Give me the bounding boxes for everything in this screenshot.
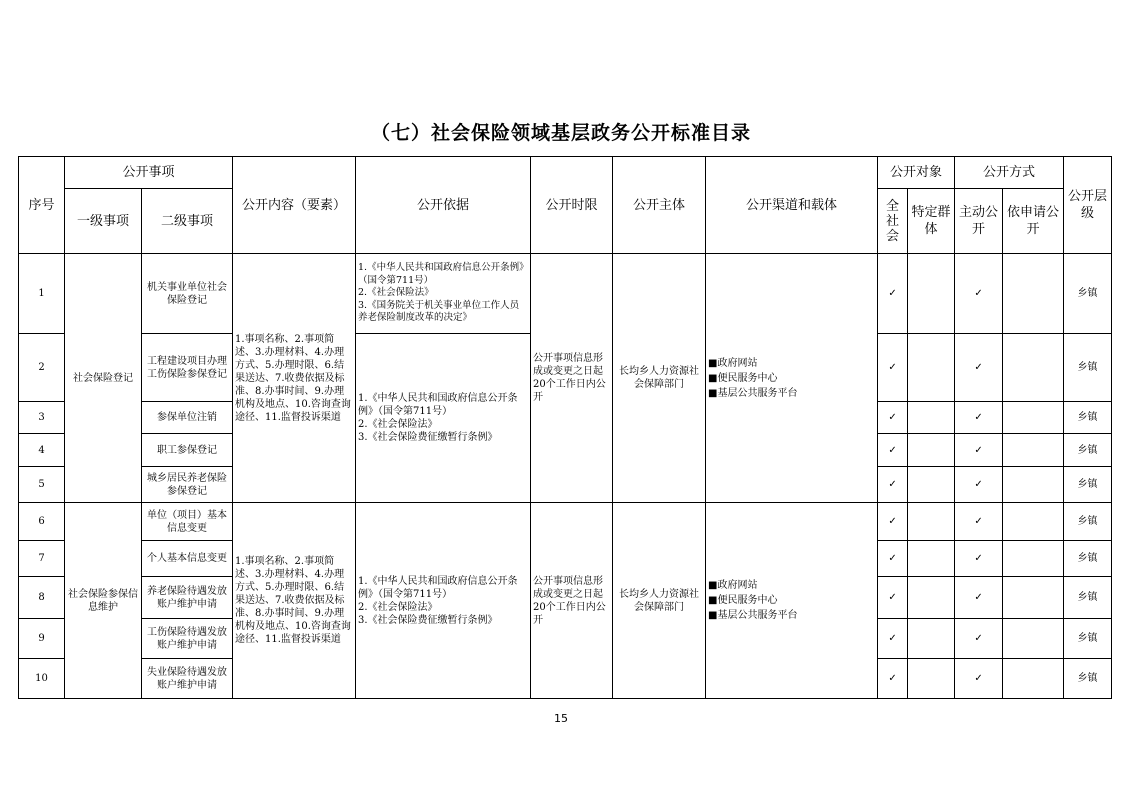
level2-item: 个人基本信息变更 <box>142 541 233 577</box>
check-all: ✓ <box>878 254 908 334</box>
level-cell: 乡镇 <box>1064 503 1112 541</box>
level2-item: 养老保险待遇发放账户维护申请 <box>142 577 233 619</box>
check-specific <box>908 467 955 503</box>
header-obj-all: 全社会 <box>878 189 908 254</box>
basis-line: 2.《社会保险法》 <box>358 601 438 613</box>
check-all: ✓ <box>878 619 908 659</box>
header-matter: 公开事项 <box>65 157 233 189</box>
check-request <box>1003 467 1064 503</box>
check-request <box>1003 577 1064 619</box>
header-object: 公开对象 <box>878 157 955 189</box>
basis-line: 2.《社会保险法》 <box>358 419 438 430</box>
level-cell: 乡镇 <box>1064 467 1112 503</box>
check-request <box>1003 541 1064 577</box>
check-active: ✓ <box>955 402 1003 434</box>
check-active: ✓ <box>955 619 1003 659</box>
header-method-active: 主动公开 <box>955 189 1003 254</box>
check-specific <box>908 434 955 467</box>
check-all: ✓ <box>878 659 908 699</box>
basis-line: 3.《社会保险费征缴暂行条例》 <box>358 432 498 443</box>
catalog-table <box>18 156 1112 699</box>
subject-cell: 长均乡人力资源社会保障部门 <box>613 254 706 503</box>
time-limit: 公开事项信息形成或变更之日起20个工作日内公开 <box>531 254 613 503</box>
level2-item: 参保单位注销 <box>142 402 233 434</box>
level-cell: 乡镇 <box>1064 334 1112 402</box>
check-all: ✓ <box>878 334 908 402</box>
level1-item: 社会保险参保信息维护 <box>65 503 142 699</box>
row-seq: 8 <box>19 577 65 619</box>
check-active: ✓ <box>955 434 1003 467</box>
level1-item: 社会保险登记 <box>65 254 142 503</box>
check-specific <box>908 254 955 334</box>
row-seq: 7 <box>19 541 65 577</box>
level2-item: 职工参保登记 <box>142 434 233 467</box>
check-all: ✓ <box>878 402 908 434</box>
row-seq: 6 <box>19 503 65 541</box>
check-specific <box>908 577 955 619</box>
level-cell: 乡镇 <box>1064 434 1112 467</box>
basis-cell <box>356 334 531 503</box>
basis-line: 2.《社会保险法》 <box>358 287 434 299</box>
level2-item: 城乡居民养老保险参保登记 <box>142 467 233 503</box>
channel-item: ■基层公共服务平台 <box>708 387 798 399</box>
header-channel: 公开渠道和载体 <box>706 157 878 254</box>
check-specific <box>908 402 955 434</box>
check-active: ✓ <box>955 503 1003 541</box>
basis-line: 1.《中华人民共和国政府信息公开条例》（国令第711号） <box>358 575 518 600</box>
level-cell: 乡镇 <box>1064 659 1112 699</box>
channel-cell <box>706 254 878 503</box>
check-request <box>1003 619 1064 659</box>
check-specific <box>908 541 955 577</box>
check-all: ✓ <box>878 541 908 577</box>
level2-item: 机关事业单位社会保险登记 <box>142 254 233 334</box>
check-request <box>1003 434 1064 467</box>
header-method: 公开方式 <box>955 157 1064 189</box>
level2-item: 工程建设项目办理工伤保险参保登记 <box>142 334 233 402</box>
page-number: 15 <box>554 712 568 725</box>
channel-item: ■政府网站 <box>708 357 758 369</box>
level2-item: 工伤保险待遇发放账户维护申请 <box>142 619 233 659</box>
row-seq: 1 <box>19 254 65 334</box>
check-request <box>1003 254 1064 334</box>
header-level: 公开层级 <box>1064 157 1112 254</box>
header-seq: 序号 <box>19 157 65 254</box>
level2-item: 失业保险待遇发放账户维护申请 <box>142 659 233 699</box>
basis-line: 1.《中华人民共和国政府信息公开条例》（国令第711号） <box>358 393 518 417</box>
header-level1: 一级事项 <box>65 189 142 254</box>
level-cell: 乡镇 <box>1064 541 1112 577</box>
header-time: 公开时限 <box>531 157 613 254</box>
level-cell: 乡镇 <box>1064 254 1112 334</box>
page-title: （七）社会保险领域基层政务公开标准目录 <box>370 122 751 144</box>
check-request <box>1003 659 1064 699</box>
channel-item: ■便民服务中心 <box>708 595 778 606</box>
check-active: ✓ <box>955 467 1003 503</box>
check-specific <box>908 659 955 699</box>
check-active: ✓ <box>955 577 1003 619</box>
check-all: ✓ <box>878 577 908 619</box>
check-specific <box>908 334 955 402</box>
level-cell: 乡镇 <box>1064 402 1112 434</box>
basis-cell <box>356 503 531 699</box>
basis-line: 3.《社会保险费征缴暂行条例》 <box>358 614 498 626</box>
subject-cell: 长均乡人力资源社会保障部门 <box>613 503 706 699</box>
channel-item: ■基层公共服务平台 <box>708 610 798 621</box>
check-active: ✓ <box>955 334 1003 402</box>
header-obj-specific: 特定群体 <box>908 189 955 254</box>
check-all: ✓ <box>878 503 908 541</box>
header-level2: 二级事项 <box>142 189 233 254</box>
check-all: ✓ <box>878 467 908 503</box>
row-seq: 3 <box>19 402 65 434</box>
check-active: ✓ <box>955 659 1003 699</box>
check-request <box>1003 503 1064 541</box>
content-elements: 1.事项名称、2.事项简述、3.办理材料、4.办理方式、5.办理时限、6.结果送达、7.收费依据及标准、8.办事时间、9.办理机构及地点、10.咨询查询途径、11.监督投诉渠道 <box>233 254 356 503</box>
header-content: 公开内容（要素） <box>233 157 356 254</box>
row-seq: 10 <box>19 659 65 699</box>
header-subject: 公开主体 <box>613 157 706 254</box>
basis-line: 1.《中华人民共和国政府信息公开条例》（国令第711号） <box>358 262 524 286</box>
channel-item: ■便民服务中心 <box>708 372 778 384</box>
check-specific <box>908 619 955 659</box>
row-seq: 2 <box>19 334 65 402</box>
check-active: ✓ <box>955 254 1003 334</box>
check-request <box>1003 334 1064 402</box>
level-cell: 乡镇 <box>1064 577 1112 619</box>
check-request <box>1003 402 1064 434</box>
channel-cell <box>706 503 878 699</box>
row-seq: 9 <box>19 619 65 659</box>
row-seq: 5 <box>19 467 65 503</box>
level2-item: 单位（项目）基本信息变更 <box>142 503 233 541</box>
header-basis: 公开依据 <box>356 157 531 254</box>
basis-cell <box>356 254 531 334</box>
header-method-request: 依申请公开 <box>1003 189 1064 254</box>
level-cell: 乡镇 <box>1064 619 1112 659</box>
channel-item: ■政府网站 <box>708 580 758 591</box>
check-active: ✓ <box>955 541 1003 577</box>
basis-line: 3.《国务院关于机关事业单位工作人员养老保险制度改革的决定》 <box>358 299 520 324</box>
check-all: ✓ <box>878 434 908 467</box>
check-specific <box>908 503 955 541</box>
time-limit: 公开事项信息形成或变更之日起20个工作日内公开 <box>531 503 613 699</box>
content-elements: 1.事项名称、2.事项简述、3.办理材料、4.办理方式、5.办理时限、6.结果送达、7.收费依据及标准、8.办事时间、9.办理机构及地点、10.咨询查询途径、11.监督投诉渠道 <box>233 503 356 699</box>
row-seq: 4 <box>19 434 65 467</box>
